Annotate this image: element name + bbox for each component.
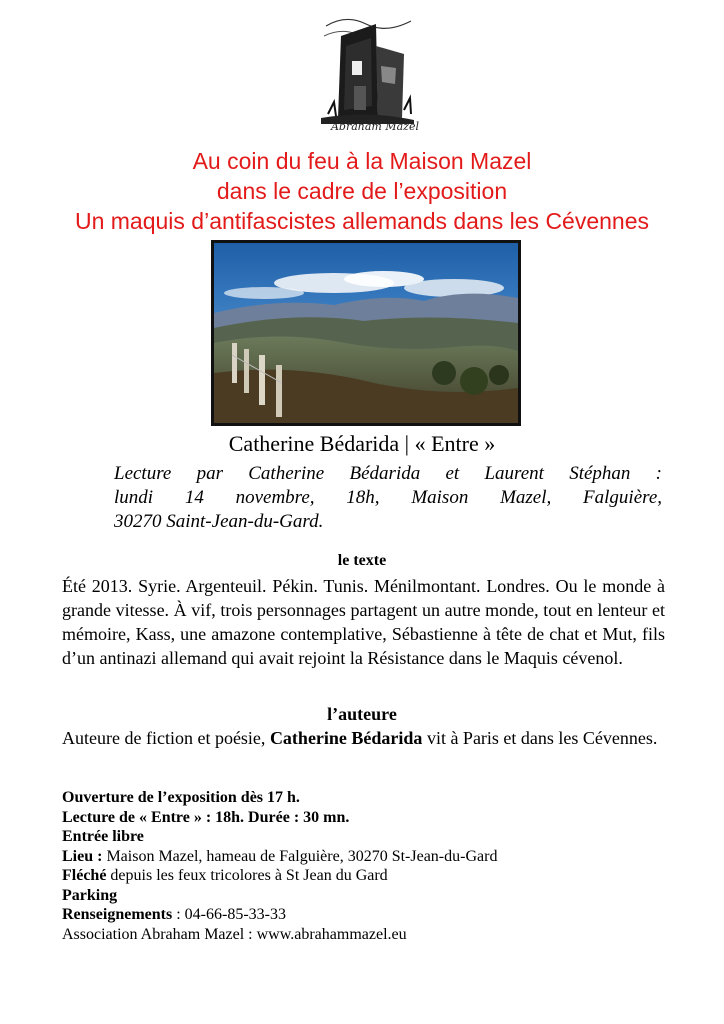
heading-line-2: dans le cadre de l’exposition xyxy=(216,178,508,204)
auteure-text-before: Auteure de fiction et poésie, xyxy=(62,728,270,748)
renseignements-value: : 04-66-85-33-33 xyxy=(172,906,286,923)
author-name: Catherine Bédarida xyxy=(269,728,423,748)
entree-line: Entrée libre xyxy=(62,828,144,845)
landscape-photo xyxy=(211,240,521,426)
lecture-line: Lecture de « Entre » : 18h. Durée : 30 mn. xyxy=(62,808,350,826)
reading-line-2: lundi 14 novembre, 18h, Maison Mazel, Falguière, xyxy=(114,487,662,508)
reading-details xyxy=(114,462,662,534)
heading-line-1: Au coin du feu à la Maison Mazel xyxy=(192,148,532,174)
texte-body: Été 2013. Syrie. Argenteuil. Pékin. Tunis. Ménilmontant. Londres. Ou le monde à grande vitesse. À vif, trois personnages partagent un autre monde, tout en lenteur et mémoire, Kass, une amazone contemplative, Sébastienne à tête de chat et Mut, fils d’un antinazi allemand qui avait rejoint la Résistance dans le Maquis cévenol. xyxy=(62,576,665,668)
event-heading xyxy=(0,146,724,236)
fleche-value: depuis les feux tricolores à St Jean du Gard xyxy=(106,867,388,884)
logo-caption: Abraham Mazel xyxy=(330,120,420,133)
ouverture-line: Ouverture de l’exposition dès 17 h. xyxy=(62,789,300,806)
reading-line-1: Lecture par Catherine Bédarida et Laurent Stéphan : xyxy=(114,463,662,484)
parking-line: Parking xyxy=(62,886,118,904)
house-drawing-icon xyxy=(316,6,416,136)
renseignements-line xyxy=(62,905,672,925)
auteure-text-after: vit à Paris et dans les Cévennes. xyxy=(422,728,658,748)
lieu-label: Lieu : xyxy=(62,847,103,865)
auteure-body xyxy=(62,726,665,750)
mountain-landscape-photo xyxy=(214,243,518,423)
lieu-line xyxy=(62,847,672,867)
fleche-label: Fléché xyxy=(62,867,107,884)
reading-line-3: 30270 Saint-Jean-du-Gard. xyxy=(114,511,324,532)
texte-heading: le texte xyxy=(337,552,387,569)
association-line[interactable]: Association Abraham Mazel : www.abrahammazel.eu xyxy=(62,925,407,943)
renseignements-label: Renseignements xyxy=(62,906,173,923)
fleche-line xyxy=(62,866,672,886)
book-title: Catherine Bédarida | « Entre » xyxy=(228,431,496,456)
heading-line-3: Un maquis d’antifascistes allemands dans les Cévennes xyxy=(74,208,650,234)
lieu-value: Maison Mazel, hameau de Falguière, 30270 St-Jean-du-Gard xyxy=(102,847,498,865)
practical-info xyxy=(62,788,672,944)
auteure-heading: l’auteure xyxy=(327,704,397,724)
